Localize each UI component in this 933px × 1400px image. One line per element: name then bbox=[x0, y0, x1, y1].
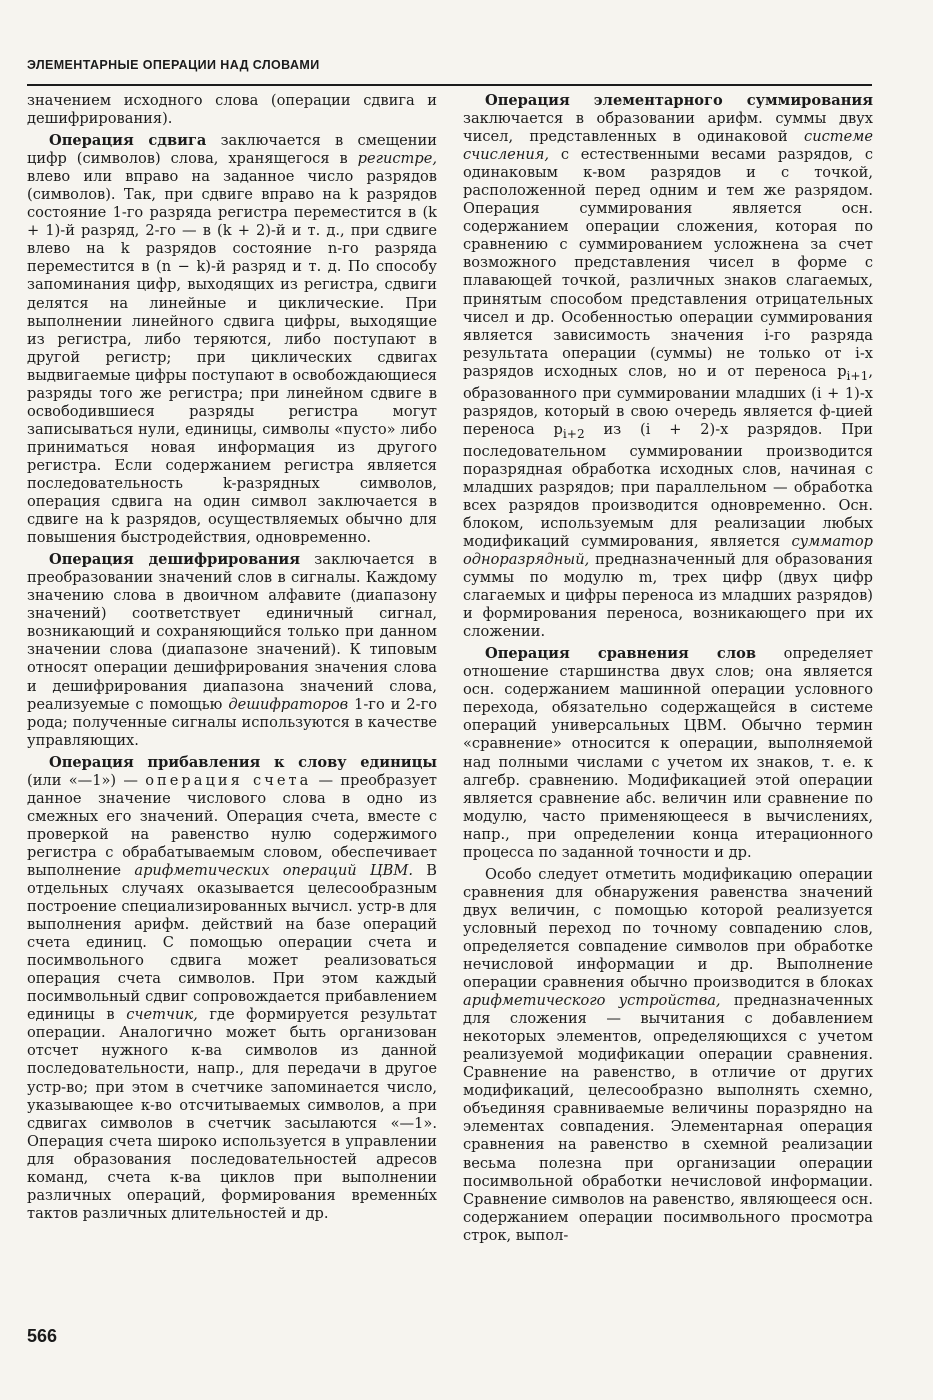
link-register: регистре, bbox=[357, 150, 437, 168]
link-decoders: дешифраторов bbox=[228, 695, 349, 713]
term-increment: Операция прибавления к слову единицы bbox=[49, 753, 437, 771]
paragraph-summation-operation bbox=[463, 92, 873, 641]
paragraph-decoding-operation bbox=[27, 551, 437, 750]
link-counter: счетчик, bbox=[126, 1006, 198, 1024]
paragraph-continuation: значением исходного слова (операции сдвига и дешифрирования). bbox=[27, 92, 437, 128]
text: Особо следует отметить модификацию операции сравнения для обнаружения равенства значений двух величин, с помощью которой реализуется условный переход по точному совпадению слов, определяется совпадение символов при обработке нечисловой информации и др. Выполнение операции сравнения обычно производится в блоках bbox=[463, 865, 873, 992]
term-counting: операция счета bbox=[145, 771, 312, 789]
link-adder: сумматор одноразрядный, bbox=[463, 532, 873, 568]
paragraph-comparison-operation bbox=[463, 645, 873, 862]
text: (или «—1») — bbox=[27, 771, 146, 789]
text: заключается в образовании арифм. суммы двух чисел, представленных в одинаковой bbox=[463, 110, 873, 146]
text: с естественными весами разрядов, с одинаковым к-вом разрядов и с точкой, расположенной перед одним и тем же разрядом. Операция суммирования является осн. содержанием операции сложения, которая по сравнению с суммированием усложнена за счет возможного представления чисел в форме с плавающей точкой, различных знаков слагаемых, принятым способом представления отрицательных чисел и др. Особенностью операции суммирования является зависимость значения i-го разряда результата операции (суммы) не только от i-х разрядов исходных слов, но и от переноса p bbox=[463, 146, 873, 380]
header-rule bbox=[27, 84, 872, 86]
paragraph-counting-operation bbox=[27, 754, 437, 1223]
text: предназначенный для образования суммы по модулю m, трех цифр (двух цифр слагаемых и цифры переноса из младших разрядов) и формирования переноса, возникающего при их сложении. bbox=[463, 550, 873, 641]
text: , образованного при суммировании младших (i + 1)-х разрядов, который в свою очередь является ф-цией переноса p bbox=[463, 362, 873, 438]
paragraph-shift-operation bbox=[27, 132, 437, 547]
text: 1-го и 2-го рода; полученные сигналы используются в качестве управляющих. bbox=[27, 695, 437, 749]
text: В отдельных случаях оказывается целесообразным построение специализированных вычисл. устр-в для выполнения арифм. действий на базе операций счета единиц. С помощью операции счета и посимвольного сдвига может реализоваться операция счета символов. При этом каждый посимвольный сдвиг сопровождается прибавлением единицы в bbox=[27, 861, 437, 1024]
left-column bbox=[27, 92, 437, 1332]
subscript: i+2 bbox=[562, 426, 585, 441]
text: предназначенных для сложения — вычитания с добавлением некоторых элементов, определяющихся с учетом реализуемой модификации операции сравнения. Сравнение на равенство, в отличие от других модификаций, целесообразно выполнять схемно, объединяя сравниваемые величины поразрядно на элементах совпадения. Элементарная операция сравнения на равенство в схемной реализации весьма полезна при организации операции посимвольной обработки нечисловой информации. Сравнение символов на равенство, являющееся осн. содержанием операции посимвольного просмотра строк, выпол- bbox=[463, 992, 873, 1244]
running-header: ЭЛЕМЕНТАРНЫЕ ОПЕРАЦИИ НАД СЛОВАМИ bbox=[27, 58, 320, 72]
term-summation: Операция элементарного суммирования bbox=[485, 92, 873, 109]
link-arith-ops: арифметических операций ЦВМ. bbox=[134, 861, 413, 879]
page-number: 566 bbox=[27, 1326, 58, 1346]
term-decoding: Операция дешифрирования bbox=[49, 551, 300, 569]
paragraph-equality-comparison bbox=[463, 866, 873, 1245]
text: определяет отношение старшинства двух слов; она является осн. содержанием машинной операции условного перехода, обязательно содержащейся в системе операций универсальных ЦВМ. Обычно термин «сравнение» относится к операции, выполняемой над полными числами с учетом их знаков, т. е. к алгебр. сравнению. Модификацией этой операции является сравнение абс. величин или сравнение по модулю, часто применяющееся в вычислениях, напр., при определении конца итерационного процесса по заданной точности и др. bbox=[463, 645, 873, 861]
text: — преобразует данное значение числового слова в одно из смежных его значений. Операция счета, вместе с проверкой на равенство нулю содержимого регистра с обрабатываемым словом, обеспечивает выполнение bbox=[27, 771, 437, 879]
subscript: i+1 bbox=[846, 368, 869, 383]
term-comparison: Операция сравнения слов bbox=[485, 645, 756, 663]
text: где формируется результат операции. Аналогично может быть организован отсчет нужного к-ва символов из данной последовательности, напр., для передачи в другое устр-во; при этом в счетчике запоминается число, указывающее к-во отсчитываемых символов, а при сдвигах символов в счетчик засылаются «—1». Операция счета широко используется в управлении для образования последовательностей адресов команд, счета к-ва циклов при выполнении различных операций, формирования временны́х тактов различных длительностей и др. bbox=[27, 1006, 437, 1222]
term-shift: Операция сдвига bbox=[49, 132, 207, 150]
text: влево или вправо на заданное число разрядов (символов). Так, при сдвиге вправо на k разрядов состояние 1-го разряда регистра переместится в (k + 1)-й разряд, 2-го — в (k + 2)-й и т. д., при сдвиге влево на k разрядов состояние n-го разряда переместится в (n − k)-й разряд и т. д. По способу запоминания цифр, выходящих из регистра, сдвиги делятся на линейные и циклические. При выполнении линейного сдвига цифры, выходящие из регистра, либо теряются, либо поступают в другой регистр; при циклических сдвигах выдвигаемые цифры поступают в освобождающиеся разряды того же регистра; при линейном сдвиге в освободившиеся разряды регистра могут записываться нули, единицы, символы «пусто» либо приниматься новая информация из другого регистра. Если содержанием регистра является последовательность k-разрядных символов, операция сдвига на один символ заключается в сдвиге на k разрядов, осуществляемых обычно для повышения быстродействия, одновременно. bbox=[27, 168, 437, 547]
text: из (i + 2)-х разрядов. При последовательном суммировании производится поразрядная обработка исходных слов, начиная с младших разрядов; при параллельном — обработка всех разрядов производится одновременно. Осн. блоком, используемым для реализации любых модификаций суммирования, является bbox=[463, 420, 873, 550]
link-number-system: системе счисления, bbox=[463, 128, 873, 164]
text: заключается в смещении цифр (символов) слова, хранящегося в bbox=[27, 132, 437, 168]
right-column bbox=[463, 92, 873, 1332]
text: заключается в преобразовании значений слов в сигналы. Каждому значению слова в двоичном алфавите (диапазону значений) соответствует единичный сигнал, возникающий и сохраняющийся только при данном значении слова (диапазоне значений). К типовым относят операции дешифрирования значения слова и дешифрирования диапазона значений слова, реализуемые с помощью bbox=[27, 551, 437, 713]
link-arith-unit: арифметического устройства, bbox=[463, 992, 721, 1010]
